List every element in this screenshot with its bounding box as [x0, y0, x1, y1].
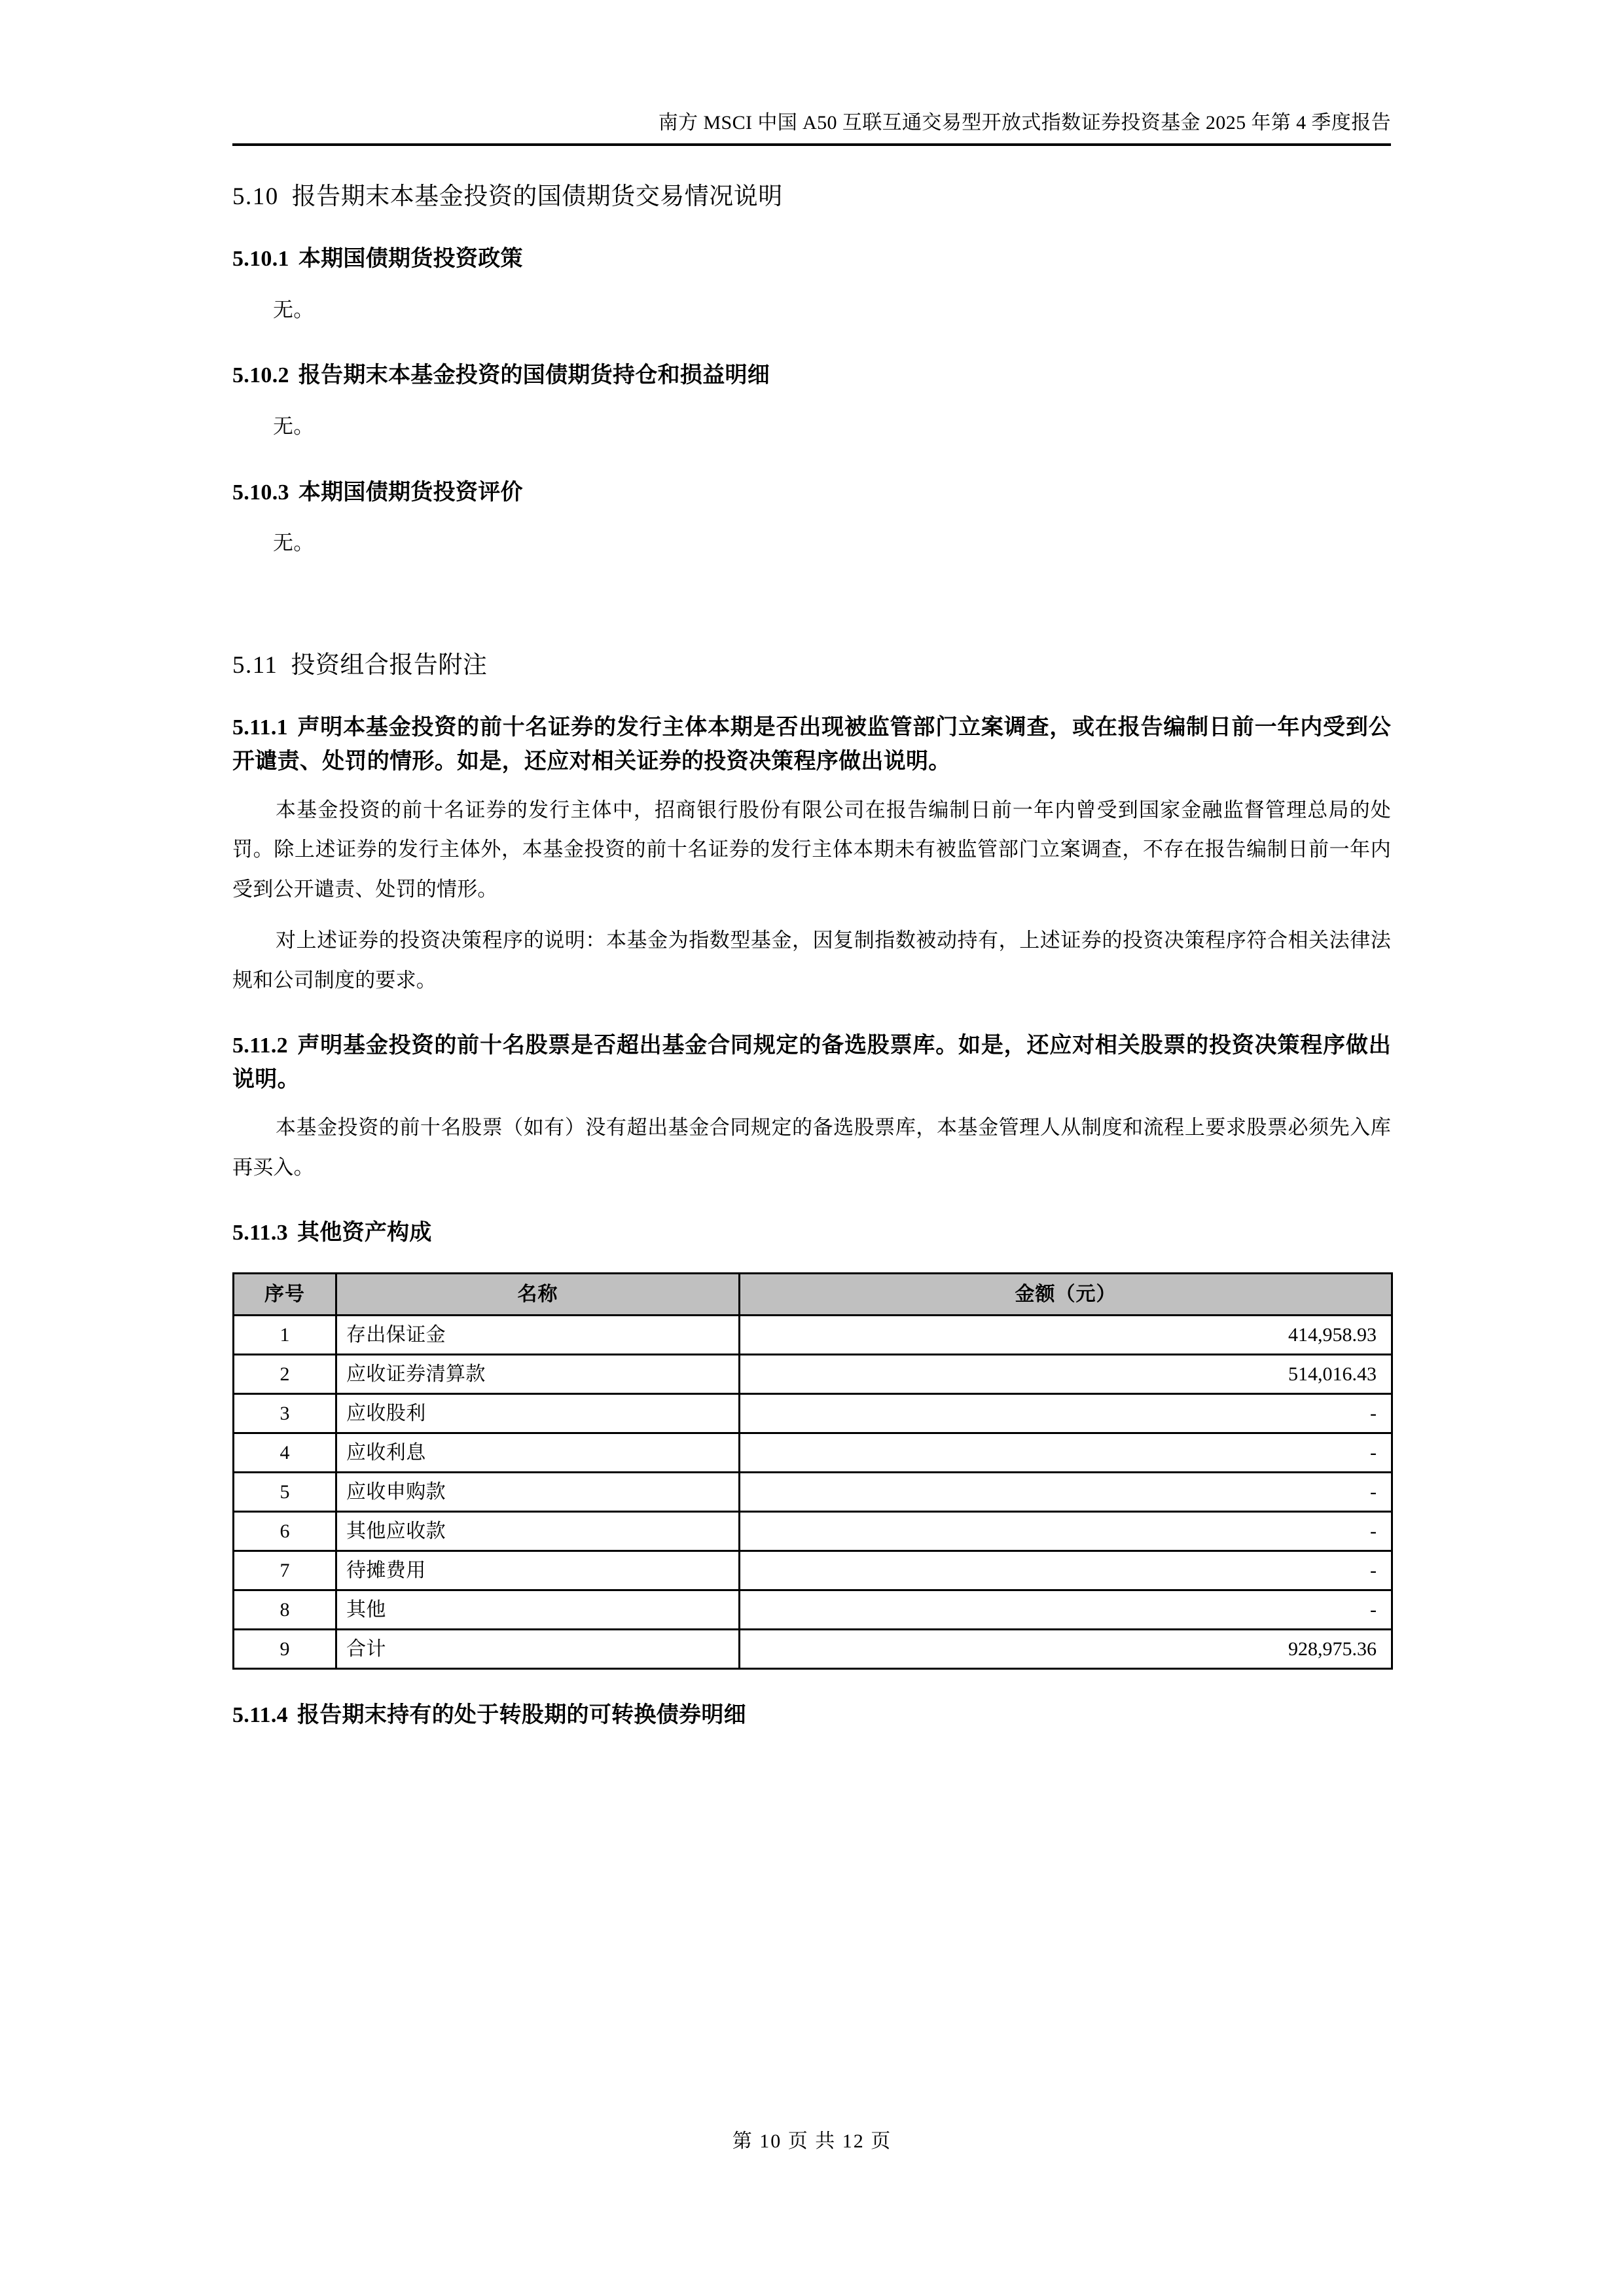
section-title-5-11-1: 声明本基金投资的前十名证券的发行主体本期是否出现被监管部门立案调查，或在报告编制日前一年内受到公开谴责、处罚的情形。如是，还应对相关证券的投资决策程序做出说明。: [232, 715, 1391, 774]
cell-amount: 514,016.43: [740, 1354, 1392, 1393]
cell-no: 5: [234, 1472, 336, 1511]
section-title-5-10: 报告期末本基金投资的国债期货交易情况说明: [291, 183, 783, 210]
section-heading-5-10-1: [232, 242, 1391, 276]
section-heading-5-11-3: [232, 1216, 1391, 1250]
cell-amount: -: [740, 1511, 1392, 1551]
section-number-5-11-4: 5.11.4: [232, 1702, 288, 1727]
page-footer: 第 10 页 共 12 页: [732, 2130, 892, 2152]
section-paragraph-5-11-2-a: 本基金投资的前十名股票（如有）没有超出基金合同规定的备选股票库，本基金管理人从制度和流程上要求股票必须先入库再买入。: [232, 1116, 1391, 1179]
table-body: [234, 1315, 1392, 1668]
section-heading-5-11-4: [232, 1698, 1391, 1732]
spacer: [232, 564, 1391, 615]
cell-no: 6: [234, 1511, 336, 1551]
table-row: [234, 1551, 1392, 1590]
table-row: [234, 1315, 1392, 1354]
table-row: [234, 1433, 1392, 1472]
cell-name: 存出保证金: [336, 1315, 740, 1354]
cell-no: 4: [234, 1433, 336, 1472]
cell-no: 1: [234, 1315, 336, 1354]
section-title-5-10-1: 本期国债期货投资政策: [298, 247, 523, 272]
cell-name: 其他应收款: [336, 1511, 740, 1551]
header-divider: [232, 143, 1391, 146]
cell-amount: 928,975.36: [740, 1629, 1392, 1668]
section-number-5-11-3: 5.11.3: [232, 1221, 288, 1246]
page-content: [232, 0, 1391, 1732]
section-title-5-10-2: 报告期末本基金投资的国债期货持仓和损益明细: [298, 363, 770, 388]
cell-no: 2: [234, 1354, 336, 1393]
running-header: 南方 MSCI 中国 A50 互联互通交易型开放式指数证券投资基金 2025 年第 4 季度报告: [658, 112, 1391, 134]
column-header-amount: 金额（元）: [740, 1273, 1392, 1315]
cell-no: 8: [234, 1590, 336, 1629]
cell-name: 应收股利: [336, 1393, 740, 1433]
section-number-5-11-1: 5.11.1: [232, 715, 288, 740]
section-paragraph-5-11-1-a: 本基金投资的前十名证券的发行主体中，招商银行股份有限公司在报告编制日前一年内曾受到国家金融监督管理总局的处罚。除上述证券的发行主体外，本基金投资的前十名证券的发行主体本期未有被监管部门立案调查，不存在报告编制日前一年内受到公开谴责、处罚的情形。: [232, 798, 1391, 901]
table-row: [234, 1354, 1392, 1393]
other-assets-table: [232, 1272, 1393, 1670]
cell-amount: -: [740, 1590, 1392, 1629]
section-body-5-10-1: 无。: [273, 298, 314, 321]
section-heading-5-10: [232, 180, 1391, 214]
table-row: [234, 1393, 1392, 1433]
cell-name: 应收利息: [336, 1433, 740, 1472]
section-heading-5-11-1: [232, 711, 1391, 778]
section-number-5-11-2: 5.11.2: [232, 1033, 288, 1058]
cell-amount: -: [740, 1433, 1392, 1472]
section-number-5-10-1: 5.10.1: [232, 247, 289, 272]
cell-name: 应收证券清算款: [336, 1354, 740, 1393]
section-number-5-11: 5.11: [232, 651, 278, 679]
section-heading-5-11: [232, 649, 1391, 683]
cell-amount: 414,958.93: [740, 1315, 1392, 1354]
section-heading-5-10-2: [232, 359, 1391, 393]
cell-no: 3: [234, 1393, 336, 1433]
cell-amount: -: [740, 1393, 1392, 1433]
cell-no: 7: [234, 1551, 336, 1590]
cell-amount: -: [740, 1472, 1392, 1511]
section-title-5-11: 投资组合报告附注: [291, 651, 488, 679]
section-number-5-10: 5.10: [232, 183, 279, 210]
column-header-no: 序号: [234, 1273, 336, 1315]
section-title-5-10-3: 本期国债期货投资评价: [298, 480, 523, 505]
table-header-row: [234, 1273, 1392, 1315]
section-title-5-11-4: 报告期末持有的处于转股期的可转换债券明细: [297, 1702, 746, 1727]
section-number-5-10-2: 5.10.2: [232, 363, 289, 388]
table-header: [234, 1273, 1392, 1315]
cell-amount: -: [740, 1551, 1392, 1590]
table-row-total: [234, 1629, 1392, 1668]
cell-name: 待摊费用: [336, 1551, 740, 1590]
section-heading-5-11-2: [232, 1029, 1391, 1096]
section-title-5-11-3: 其他资产构成: [297, 1221, 432, 1246]
table-row: [234, 1590, 1392, 1629]
cell-name: 其他: [336, 1590, 740, 1629]
cell-name: 应收申购款: [336, 1472, 740, 1511]
section-paragraph-5-11-1-b: 对上述证券的投资决策程序的说明：本基金为指数型基金，因复制指数被动持有，上述证券的投资决策程序符合相关法律法规和公司制度的要求。: [232, 929, 1391, 992]
table-row: [234, 1511, 1392, 1551]
section-title-5-11-2: 声明基金投资的前十名股票是否超出基金合同规定的备选股票库。如是，还应对相关股票的投资决策程序做出说明。: [232, 1033, 1391, 1092]
section-heading-5-10-3: [232, 476, 1391, 510]
column-header-name: 名称: [336, 1273, 740, 1315]
section-body-5-10-2: 无。: [273, 415, 314, 439]
cell-no: 9: [234, 1629, 336, 1668]
table-row: [234, 1472, 1392, 1511]
cell-name: 合计: [336, 1629, 740, 1668]
section-number-5-10-3: 5.10.3: [232, 480, 289, 505]
section-body-5-10-3: 无。: [273, 531, 314, 555]
